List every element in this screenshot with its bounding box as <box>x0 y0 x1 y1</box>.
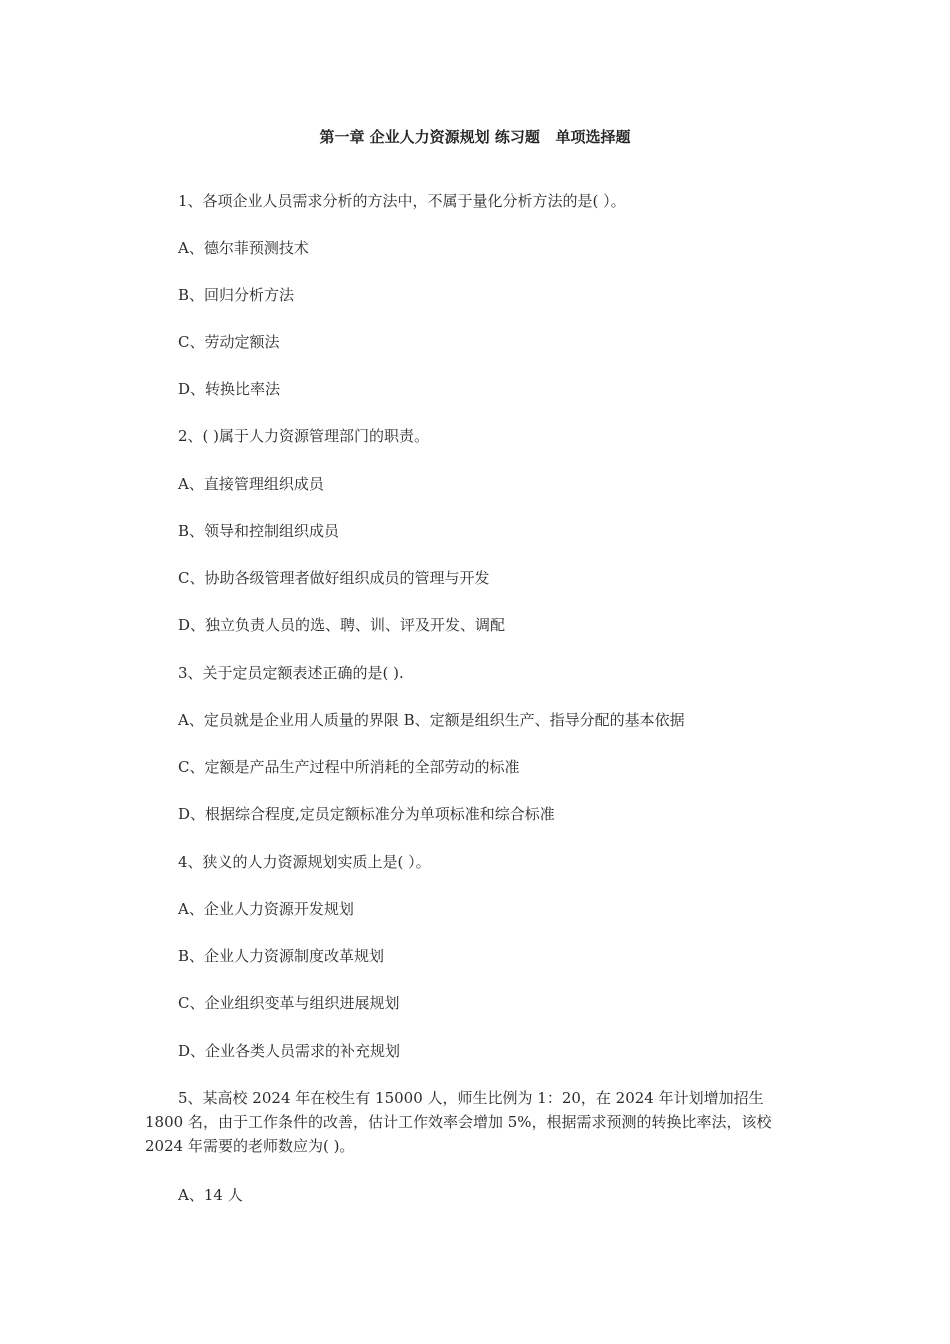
question-1-option-d: D、转换比率法 <box>178 380 281 398</box>
question-3-stem: 3、关于定员定额表述正确的是( ). <box>178 664 404 682</box>
question-3-option-c: C、定额是产品生产过程中所消耗的全部劳动的标准 <box>178 758 520 776</box>
document-title: 第一章 企业人力资源规划 练习题 单项选择题 <box>319 128 631 146</box>
question-1-stem: 1、各项企业人员需求分析的方法中，不属于量化分析方法的是( ）。 <box>178 192 626 210</box>
question-1-option-a: A、德尔菲预测技术 <box>178 239 309 257</box>
question-2-option-c: C、协助各级管理者做好组织成员的管理与开发 <box>178 569 490 587</box>
question-5-stem: 5、某高校 2024 年在校生有 15000 人，师生比例为 1：20，在 2024 年计划增加招生 1800 名，由于工作条件的改善，估计工作效率会增加 5%，根据需求预测的转换比率法，该校 2024 年需要的老师数应为( )。 <box>145 1089 772 1155</box>
question-2-stem: 2、( )属于人力资源管理部门的职责。 <box>178 427 430 445</box>
question-2-option-d: D、独立负责人员的选、聘、训、评及开发、调配 <box>178 616 506 634</box>
question-2-option-a: A、直接管理组织成员 <box>178 475 324 493</box>
question-4-stem: 4、狭义的人力资源规划实质上是( ）。 <box>178 853 431 871</box>
question-3-option-ab: A、定员就是企业用人质量的界限 B、定额是组织生产、指导分配的基本依据 <box>178 711 685 729</box>
question-2-option-b: B、领导和控制组织成员 <box>178 522 340 540</box>
question-4-option-a: A、企业人力资源开发规划 <box>178 900 354 918</box>
question-4-option-b: B、企业人力资源制度改革规划 <box>178 947 385 965</box>
question-1-option-c: C、劳动定额法 <box>178 333 280 351</box>
question-4-option-d: D、企业各类人员需求的补充规划 <box>178 1042 401 1060</box>
question-4-option-c: C、企业组织变革与组织进展规划 <box>178 994 400 1012</box>
question-5-option-a: A、14 人 <box>178 1186 243 1204</box>
question-3-option-d: D、根据综合程度,定员定额标准分为单项标准和综合标准 <box>178 805 555 823</box>
question-1-option-b: B、回归分析方法 <box>178 286 295 304</box>
